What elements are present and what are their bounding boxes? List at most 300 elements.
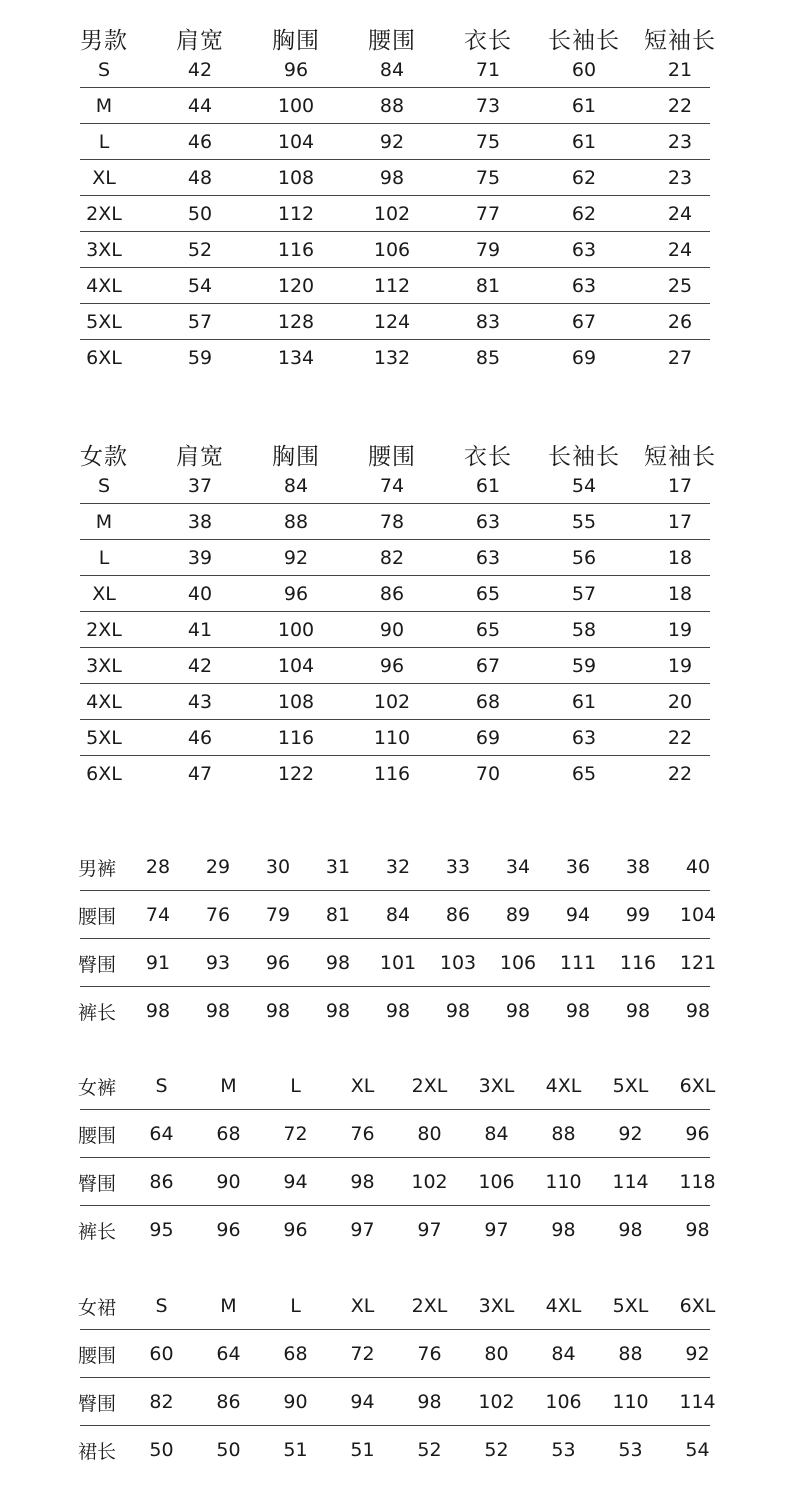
column-header: 胸围 [272,444,320,470]
table-cell: 53 [618,1439,643,1461]
table-cell: 88 [283,511,309,533]
table-cell: 64 [149,1123,174,1145]
table-cell: 62 [571,203,597,225]
table-cell: 39 [187,547,213,569]
column-header: 衣长 [464,444,512,470]
table-cell: 27 [667,347,693,369]
size-label: 6XL [86,347,122,369]
table-cell: 63 [475,547,501,569]
table-cell: 98 [205,1000,231,1022]
table-cell: 88 [379,95,405,117]
column-header: 胸围 [272,28,320,54]
table-cell: 114 [679,1391,716,1413]
table-cell: 55 [571,511,597,533]
table-row [56,124,736,160]
table-cell: 104 [277,131,315,153]
size-label: S [97,475,111,497]
table-cell: 3XL [478,1295,515,1317]
table-row [78,1378,718,1426]
table-cell: 124 [373,311,411,333]
table-row [78,987,718,1035]
table-row [56,612,736,648]
table-cell: 31 [325,856,351,878]
table-cell: 116 [373,763,411,785]
table-cell: 17 [667,511,693,533]
table-cell: 101 [379,952,417,974]
table-cell: 59 [187,347,213,369]
table-cell: 17 [667,475,693,497]
table-cell: 79 [265,904,291,926]
table-cell: 98 [618,1219,643,1241]
column-header: 肩宽 [176,444,224,470]
table-row [78,1206,718,1254]
table-cell: 98 [385,1000,411,1022]
table-row [78,939,718,987]
table-row [56,648,736,684]
table-cell: 84 [551,1343,576,1365]
table-cell: 22 [667,727,693,749]
table-cell: 48 [187,167,213,189]
table-cell: 100 [277,619,315,641]
row-label: 裤长 [78,1001,117,1024]
size-label: 6XL [86,763,122,785]
table-row [56,468,736,504]
table-cell: 46 [187,727,213,749]
table-cell: 96 [379,655,405,677]
table-cell: 81 [325,904,351,926]
table-row [78,891,718,939]
table-cell: 40 [685,856,711,878]
women-pants-size-table [78,1062,718,1254]
table-cell: 98 [551,1219,576,1241]
table-cell: 54 [571,475,597,497]
table-cell: 18 [667,583,693,605]
table-cell: 34 [505,856,531,878]
table-cell: M [220,1075,237,1097]
table-cell: 98 [565,1000,591,1022]
table-cell: 94 [283,1171,308,1193]
size-label: 4XL [86,275,122,297]
table-cell: 67 [571,311,597,333]
row-label: 腰围 [78,1344,117,1367]
table-cell: 20 [667,691,693,713]
table-cell: 42 [187,655,213,677]
table-cell: 63 [571,239,597,261]
table-cell: 29 [205,856,231,878]
table-cell: 24 [667,239,693,261]
table-cell: 80 [484,1343,509,1365]
table-cell: 92 [283,547,309,569]
table-row [56,576,736,612]
table-row [56,160,736,196]
table-cell: 61 [571,131,597,153]
table-cell: 112 [373,275,411,297]
table-cell: 57 [571,583,597,605]
table-cell: 96 [283,1219,308,1241]
table-cell: 116 [619,952,657,974]
table-cell: 98 [265,1000,291,1022]
table-cell: 26 [667,311,693,333]
table-cell: 5XL [612,1075,649,1097]
men-top-size-table [56,22,736,376]
women-skirt-size-table [78,1282,718,1474]
table-cell: 104 [277,655,315,677]
table-row [78,1158,718,1206]
table-cell: 42 [187,59,213,81]
table-cell: XL [350,1295,375,1317]
table-cell: 97 [484,1219,509,1241]
table-cell: 74 [379,475,405,497]
table-row [56,268,736,304]
table-cell: 51 [283,1439,308,1461]
table-cell: 86 [379,583,405,605]
table-cell: 4XL [545,1295,582,1317]
table-cell: 97 [417,1219,442,1241]
table-cell: 36 [565,856,591,878]
table-cell: 68 [216,1123,241,1145]
table-cell: 28 [145,856,171,878]
table-cell: 6XL [679,1075,716,1097]
table-cell: 46 [187,131,213,153]
size-label: XL [92,167,116,189]
table-cell: 58 [571,619,597,641]
table-cell: 98 [350,1171,375,1193]
table-cell: 134 [277,347,315,369]
table-cell: 92 [618,1123,643,1145]
table-cell: 83 [475,311,501,333]
table-cell: 111 [559,952,597,974]
table-row [56,52,736,88]
table-cell: L [290,1295,301,1317]
table-cell: 114 [612,1171,649,1193]
table-cell: 75 [475,167,501,189]
table-cell: 91 [145,952,171,974]
table-cell: 96 [283,59,309,81]
table-cell: 52 [187,239,213,261]
table-cell: 120 [277,275,315,297]
table-cell: 102 [373,691,411,713]
table-row [78,1110,718,1158]
table-cell: 37 [187,475,213,497]
table-cell: 74 [145,904,171,926]
table-cell: 71 [475,59,501,81]
table-cell: 65 [475,583,501,605]
table-cell: 69 [475,727,501,749]
table-cell: 22 [667,95,693,117]
table-cell: 82 [379,547,405,569]
table-row [56,684,736,720]
table-cell: 86 [149,1171,174,1193]
table-cell: 108 [277,691,315,713]
women-top-size-table [56,438,736,792]
table-cell: 98 [145,1000,171,1022]
men-top-header-row [56,22,736,52]
table-row [56,756,736,792]
table-cell: 92 [685,1343,710,1365]
table-cell: 47 [187,763,213,785]
table-cell: 98 [379,167,405,189]
table-cell: 64 [216,1343,241,1365]
row-label: 臀围 [78,953,117,976]
table-cell: 94 [565,904,591,926]
table-cell: 121 [679,952,717,974]
table-cell: 128 [277,311,315,333]
column-header: 肩宽 [176,28,224,54]
table-cell: 38 [625,856,651,878]
row-label: 女裤 [78,1076,117,1099]
table-cell: 57 [187,311,213,333]
table-cell: 102 [478,1391,515,1413]
table-cell: 24 [667,203,693,225]
table-cell: 106 [499,952,537,974]
table-cell: 5XL [612,1295,649,1317]
table-cell: 4XL [545,1075,582,1097]
size-label: 2XL [86,619,122,641]
table-cell: 84 [379,59,405,81]
size-label: 5XL [86,311,122,333]
table-cell: 76 [350,1123,375,1145]
size-label: M [95,95,113,117]
row-label: 女裙 [78,1296,117,1319]
table-cell: 63 [571,727,597,749]
row-label: 男裤 [78,857,117,880]
table-cell: 96 [283,583,309,605]
table-cell: 98 [325,1000,351,1022]
column-header: 短袖长 [644,28,716,54]
table-cell: 21 [667,59,693,81]
column-header: 长袖长 [548,444,620,470]
table-cell: 90 [379,619,405,641]
table-cell: 53 [551,1439,576,1461]
size-header-row [78,1282,718,1330]
table-cell: 52 [484,1439,509,1461]
row-label: 臀围 [78,1172,117,1195]
table-cell: 62 [571,167,597,189]
table-cell: 59 [571,655,597,677]
table-row [56,196,736,232]
row-label: 腰围 [78,1124,117,1147]
table-cell: 84 [283,475,309,497]
size-label: 4XL [86,691,122,713]
column-header: 腰围 [368,28,416,54]
table-cell: 132 [373,347,411,369]
column-header: 男款 [80,28,128,54]
table-cell: 22 [667,763,693,785]
table-cell: 50 [187,203,213,225]
table-cell: 65 [571,763,597,785]
table-cell: 52 [417,1439,442,1461]
table-cell: 76 [205,904,231,926]
table-cell: 95 [149,1219,174,1241]
table-cell: 67 [475,655,501,677]
table-cell: 110 [545,1171,582,1193]
column-header: 女款 [80,444,128,470]
table-cell: 106 [478,1171,515,1193]
row-label: 裤长 [78,1220,117,1243]
table-cell: 118 [679,1171,716,1193]
table-cell: 75 [475,131,501,153]
size-header-row [78,1062,718,1110]
size-label: L [98,131,110,153]
table-cell: 104 [679,904,717,926]
column-header: 衣长 [464,28,512,54]
table-cell: 98 [625,1000,651,1022]
table-cell: 86 [216,1391,241,1413]
table-cell: 97 [350,1219,375,1241]
table-cell: 3XL [478,1075,515,1097]
table-cell: 44 [187,95,213,117]
table-cell: XL [350,1075,375,1097]
size-label: XL [92,583,116,605]
table-cell: 63 [475,511,501,533]
table-cell: 19 [667,655,693,677]
size-label: S [97,59,111,81]
table-cell: 103 [439,952,477,974]
table-cell: 68 [283,1343,308,1365]
table-cell: 108 [277,167,315,189]
table-row [56,232,736,268]
table-cell: L [290,1075,301,1097]
table-cell: 81 [475,275,501,297]
table-cell: 73 [475,95,501,117]
table-cell: 80 [417,1123,442,1145]
table-cell: 96 [216,1219,241,1241]
table-cell: 94 [350,1391,375,1413]
size-label: 3XL [86,655,122,677]
men-pants-size-table [78,843,718,1035]
row-label: 臀围 [78,1392,117,1415]
table-cell: 86 [445,904,471,926]
table-row [56,720,736,756]
table-cell: 63 [571,275,597,297]
table-cell: 32 [385,856,411,878]
table-cell: 23 [667,167,693,189]
table-cell: 98 [685,1219,710,1241]
table-cell: 88 [618,1343,643,1365]
table-cell: 2XL [411,1075,448,1097]
table-cell: 88 [551,1123,576,1145]
table-cell: 90 [216,1171,241,1193]
table-cell: 33 [445,856,471,878]
table-cell: 98 [685,1000,711,1022]
table-cell: 110 [373,727,411,749]
table-cell: 102 [411,1171,448,1193]
table-row [78,1426,718,1474]
column-header: 长袖长 [548,28,620,54]
table-row [56,88,736,124]
table-cell: 78 [379,511,405,533]
table-cell: 60 [149,1343,174,1365]
table-cell: 56 [571,547,597,569]
table-cell: 116 [277,727,315,749]
table-cell: 92 [379,131,405,153]
table-cell: 93 [205,952,231,974]
table-cell: 90 [283,1391,308,1413]
table-cell: 65 [475,619,501,641]
size-label: 3XL [86,239,122,261]
table-cell: 100 [277,95,315,117]
table-cell: 50 [149,1439,174,1461]
table-cell: 79 [475,239,501,261]
table-cell: 77 [475,203,501,225]
size-label: 2XL [86,203,122,225]
size-label: L [98,547,110,569]
table-cell: 6XL [679,1295,716,1317]
table-row [56,504,736,540]
table-cell: 106 [373,239,411,261]
table-cell: 54 [187,275,213,297]
table-cell: 89 [505,904,531,926]
table-cell: 70 [475,763,501,785]
table-cell: 2XL [411,1295,448,1317]
column-header: 短袖长 [644,444,716,470]
table-row [78,1330,718,1378]
table-cell: 85 [475,347,501,369]
table-cell: 112 [277,203,315,225]
table-cell: 23 [667,131,693,153]
table-cell: 61 [475,475,501,497]
table-cell: 72 [350,1343,375,1365]
table-cell: 61 [571,95,597,117]
column-header: 腰围 [368,444,416,470]
table-cell: 54 [685,1439,710,1461]
table-cell: 76 [417,1343,442,1365]
table-cell: 50 [216,1439,241,1461]
table-cell: 110 [612,1391,649,1413]
table-cell: 25 [667,275,693,297]
table-cell: S [155,1295,168,1317]
table-cell: 98 [417,1391,442,1413]
table-cell: 30 [265,856,291,878]
table-cell: 116 [277,239,315,261]
table-cell: 122 [277,763,315,785]
table-cell: 84 [484,1123,509,1145]
table-cell: 98 [505,1000,531,1022]
table-cell: 40 [187,583,213,605]
table-cell: 18 [667,547,693,569]
table-cell: 38 [187,511,213,533]
table-row [56,540,736,576]
table-cell: 96 [265,952,291,974]
size-label: 5XL [86,727,122,749]
table-cell: 72 [283,1123,308,1145]
size-header-row [78,843,718,891]
table-cell: S [155,1075,168,1097]
women-top-header-row [56,438,736,468]
table-cell: M [220,1295,237,1317]
table-cell: 96 [685,1123,710,1145]
table-row [56,304,736,340]
table-cell: 68 [475,691,501,713]
row-label: 裙长 [78,1440,117,1463]
table-cell: 102 [373,203,411,225]
table-cell: 98 [325,952,351,974]
table-cell: 61 [571,691,597,713]
table-cell: 43 [187,691,213,713]
size-label: M [95,511,113,533]
table-cell: 106 [545,1391,582,1413]
table-cell: 51 [350,1439,375,1461]
table-cell: 99 [625,904,651,926]
table-row [56,340,736,376]
table-cell: 98 [445,1000,471,1022]
table-cell: 82 [149,1391,174,1413]
table-cell: 69 [571,347,597,369]
table-cell: 60 [571,59,597,81]
row-label: 腰围 [78,905,117,928]
table-cell: 41 [187,619,213,641]
table-cell: 19 [667,619,693,641]
